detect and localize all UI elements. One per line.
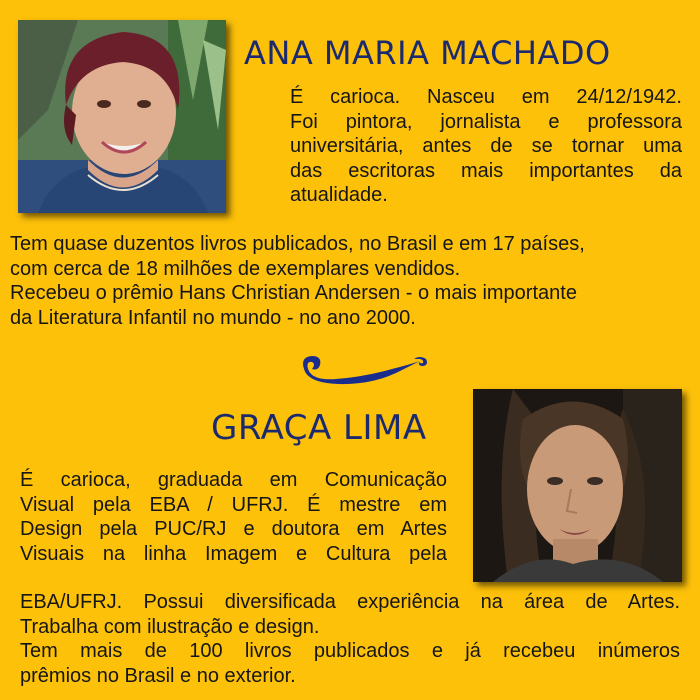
- ana-bio-intro-line: Foi pintora, jornalista e professora: [290, 110, 682, 133]
- graca-bio-more-line: EBA/UFRJ. Possui diversificada experiência na área de Artes.: [20, 591, 680, 613]
- ana-bio-intro-line: das escritoras mais importantes da: [290, 159, 682, 182]
- ana-bio-more-line: com cerca de 18 milhões de exemplares vendidos.: [10, 257, 461, 280]
- graca-bio-intro-line: Visual pela EBA / UFRJ. É mestre em: [20, 493, 447, 516]
- graca-bio-intro-line: Visuais na linha Imagem e Cultura pela: [20, 542, 447, 565]
- ana-bio-more-line: Recebeu o prêmio Hans Christian Andersen - o mais importante: [10, 282, 577, 304]
- ana-bio-intro-line: É carioca. Nasceu em 24/12/1942.: [290, 86, 682, 108]
- ana-bio-intro-line: universitária, antes de se tornar uma: [290, 135, 682, 157]
- graca-bio-more-line: Trabalha com ilustração e design.: [20, 615, 320, 638]
- scroll-ornament-icon: [296, 347, 432, 387]
- graca-bio-intro: [20, 468, 447, 566]
- graca-bio-intro-line: Design pela PUC/RJ e doutora em Artes: [20, 518, 447, 540]
- ana-bio-intro: [290, 85, 682, 208]
- graca-bio-more: [20, 590, 680, 688]
- graca-bio-more-line: prêmios no Brasil e no exterior.: [20, 664, 296, 687]
- graca-lima-name: GRAÇA LIMA: [211, 408, 427, 448]
- ana-maria-machado-photo: [18, 20, 226, 213]
- graca-bio-intro-line: É carioca, graduada em Comunicação: [20, 469, 447, 491]
- ana-maria-machado-name: ANA MARIA MACHADO: [244, 34, 611, 72]
- ana-bio-more-line: Tem quase duzentos livros publicados, no Brasil e em 17 países,: [10, 233, 585, 255]
- graca-bio-more-line: Tem mais de 100 livros publicados e já recebeu inúmeros: [20, 640, 680, 662]
- graca-lima-photo: [473, 389, 682, 582]
- ana-bio-more: [10, 232, 700, 330]
- ana-bio-intro-line: atualidade.: [290, 184, 388, 206]
- ana-bio-more-line: da Literatura Infantil no mundo - no ano 2000.: [10, 306, 416, 329]
